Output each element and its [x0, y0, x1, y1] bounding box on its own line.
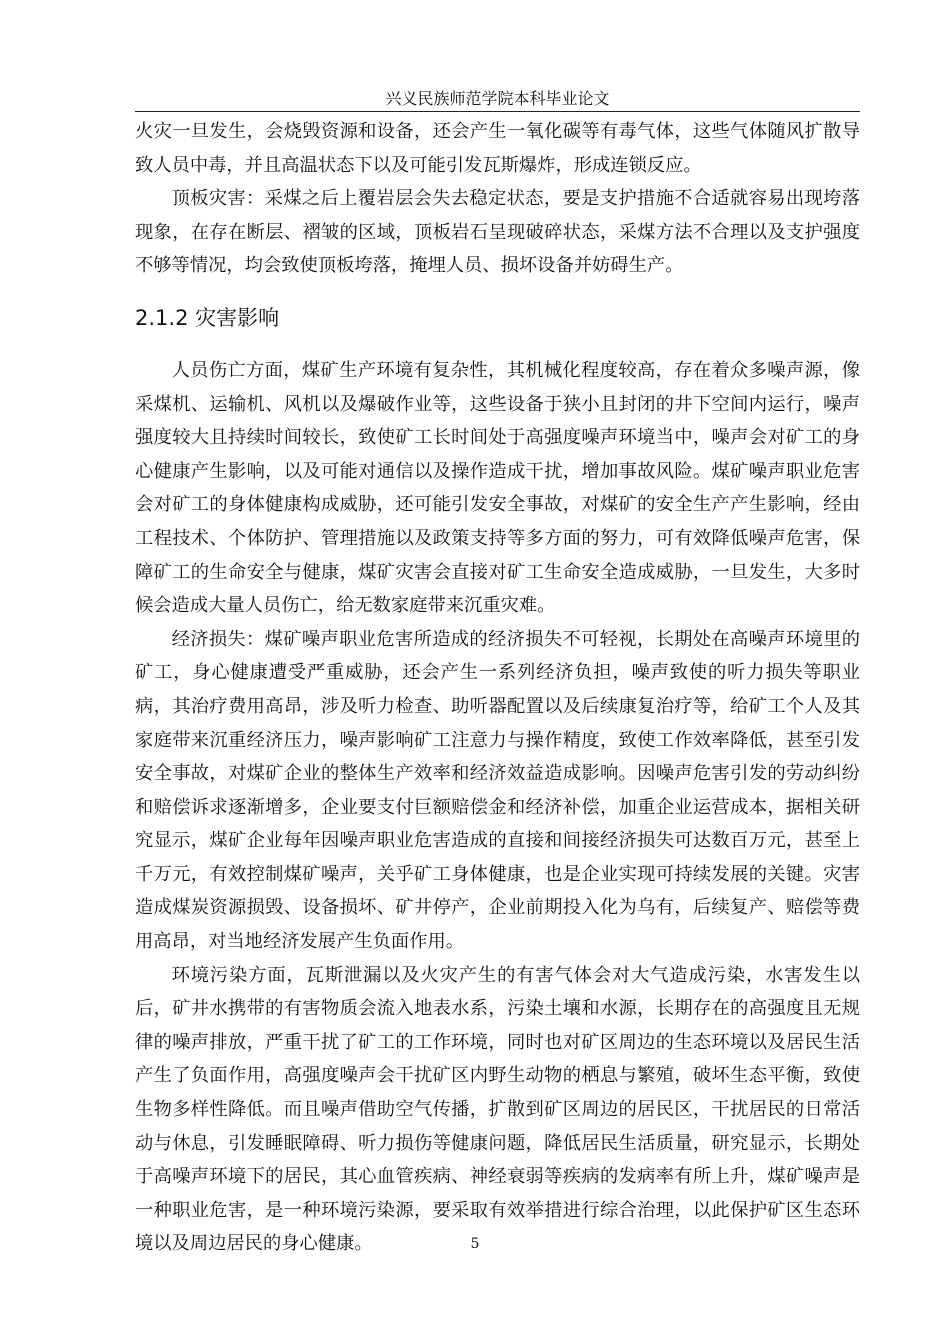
paragraph-roof-disaster: 顶板灾害：采煤之后上覆岩层会失去稳定状态，要是支护措施不合适就容易出现垮落现象，在存在断层、褶皱的区域，顶板岩石呈现破碎状态，采煤方法不合理以及支护强度不够等情况，均会致使顶板垮落，掩埋人员、损坏设备并妨碍生产。	[135, 188, 860, 277]
paragraph-environment: 环境污染方面，瓦斯泄漏以及火灾产生的有害气体会对大气造成污染，水害发生以后，矿井水携带的有害物质会流入地表水系，污染土壤和水源，长期存在的高强度且无规律的噪声排放，严重干扰了矿工的工作环境，同时也对矿区周边的生态环境以及居民生活产生了负面作用，高强度噪声会干扰矿区内野生动物的栖息与繁殖，破坏生态平衡，致使生物多样性降低。而且噪声借助空气传播，扩散到矿区周边的居民区，干扰居民的日常活动与休息，引发睡眠障碍、听力损伤等健康问题，降低居民生活质量，研究显示，长期处于高噪声环境下的居民，其心血管疾病、神经衰弱等疾病的发病率有所上升，煤矿噪声是一种职业危害，是一种环境污染源，要采取有效举措进行综合治理，以此保护矿区生态环境以及周边居民的身心健康。	[135, 964, 860, 1255]
body-text	[135, 115, 860, 1261]
paragraph-casualties: 人员伤亡方面，煤矿生产环境有复杂性，其机械化程度较高，存在着众多噪声源，像采煤机、运输机、风机以及爆破作业等，这些设备于狭小且封闭的井下空间内运行，噪声强度较大且持续时间较长，致使矿工长时间处于高强度噪声环境当中，噪声会对矿工的身心健康产生影响，以及可能对通信以及操作造成干扰，增加事故风险。煤矿噪声职业危害会对矿工的身体健康构成威胁，还可能引发安全事故，对煤矿的安全生产产生影响，经由工程技术、个体防护、管理措施以及政策支持等多方面的努力，可有效降低噪声危害，保障矿工的生命安全与健康，煤矿灾害会直接对矿工生命安全造成威胁，一旦发生，大多时候会造成大量人员伤亡，给无数家庭带来沉重灾难。	[135, 359, 860, 617]
running-header: 兴义民族师范学院本科毕业论文	[135, 89, 860, 112]
page-number: 5	[470, 1236, 480, 1252]
section-heading: 2.1.2 灾害影响	[135, 305, 280, 330]
paragraph-fire-continued: 火灾一旦发生，会烧毁资源和设备，还会产生一氧化碳等有毒气体，这些气体随风扩散导致人员中毒，并且高温状态下以及可能引发瓦斯爆炸，形成连锁反应。	[135, 121, 860, 176]
paragraph-economic-loss: 经济损失：煤矿噪声职业危害所造成的经济损失不可轻视，长期处在高噪声环境里的矿工，身心健康遭受严重威胁，还会产生一系列经济负担，噪声致使的听力损失等职业病，其治疗费用高昂，涉及听力检查、助听器配置以及后续康复治疗等，给矿工个人及其家庭带来沉重经济压力，噪声影响矿工注意力与操作精度，致使工作效率降低，甚至引发安全事故，对煤矿企业的整体生产效率和经济效益造成影响。因噪声危害引发的劳动纠纷和赔偿诉求逐渐增多，企业要支付巨额赔偿金和经济补偿，加重企业运营成本，据相关研究显示，煤矿企业每年因噪声职业危害造成的直接和间接经济损失可达数百万元，甚至上千万元，有效控制煤矿噪声，关乎矿工身体健康，也是企业实现可持续发展的关键。灾害造成煤炭资源损毁、设备损坏、矿井停产，企业前期投入化为乌有，后续复产、赔偿等费用高昂，对当地经济发展产生负面作用。	[135, 628, 860, 953]
